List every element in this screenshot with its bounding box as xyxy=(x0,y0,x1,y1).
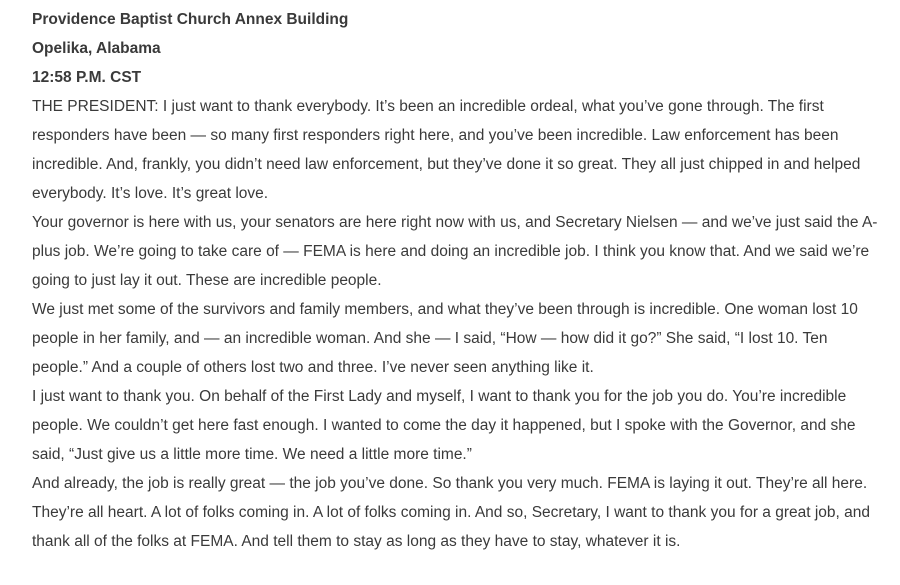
location-heading: Providence Baptist Church Annex Building xyxy=(32,11,349,28)
paragraph-1: THE PRESIDENT: I just want to thank everybody. It’s been an incredible ordeal, what you’ve gone through. The first responders have been — so many first responders right here, and you’ve been incredible. Law enforcement has been incredible. And, frankly, you didn’t need law enforcement, but they’ve done it so great. They all just chipped in and helped everybody. It’s love. It’s great love. xyxy=(32,98,861,202)
time-heading: 12:58 P.M. CST xyxy=(32,69,142,86)
transcript-document xyxy=(32,5,882,556)
paragraph-4: I just want to thank you. On behalf of the First Lady and myself, I want to thank you for the job you do. You’re incredible people. We couldn’t get here fast enough. I wanted to come the day it happened, but I spoke with the Governor, and she said, “Just give us a little more time. We need a little more time.” xyxy=(32,388,856,463)
paragraph-2: Your governor is here with us, your senators are here right now with us, and Secretary Nielsen — and we’ve just said the A-plus job. We’re going to take care of — FEMA is here and doing an incredible job. I think you know that. And we said we’re going to just lay it out. These are incredible people. xyxy=(32,214,878,289)
paragraph-5: And already, the job is really great — the job you’ve done. So thank you very much. FEMA is laying it out. They’re all here. They’re all heart. A lot of folks coming in. A lot of folks coming in. And so, Secretary, I want to thank you for a great job, and thank all of the folks at FEMA. And tell them to stay as long as they have to stay, whatever it is. xyxy=(32,475,871,550)
city-heading: Opelika, Alabama xyxy=(32,40,161,57)
paragraph-3: We just met some of the survivors and family members, and what they’ve been through is incredible. One woman lost 10 people in her family, and — an incredible woman. And she — I said, “How — how did it go?” She said, “I lost 10. Ten people.” And a couple of others lost two and three. I’ve never seen anything like it. xyxy=(32,301,858,376)
